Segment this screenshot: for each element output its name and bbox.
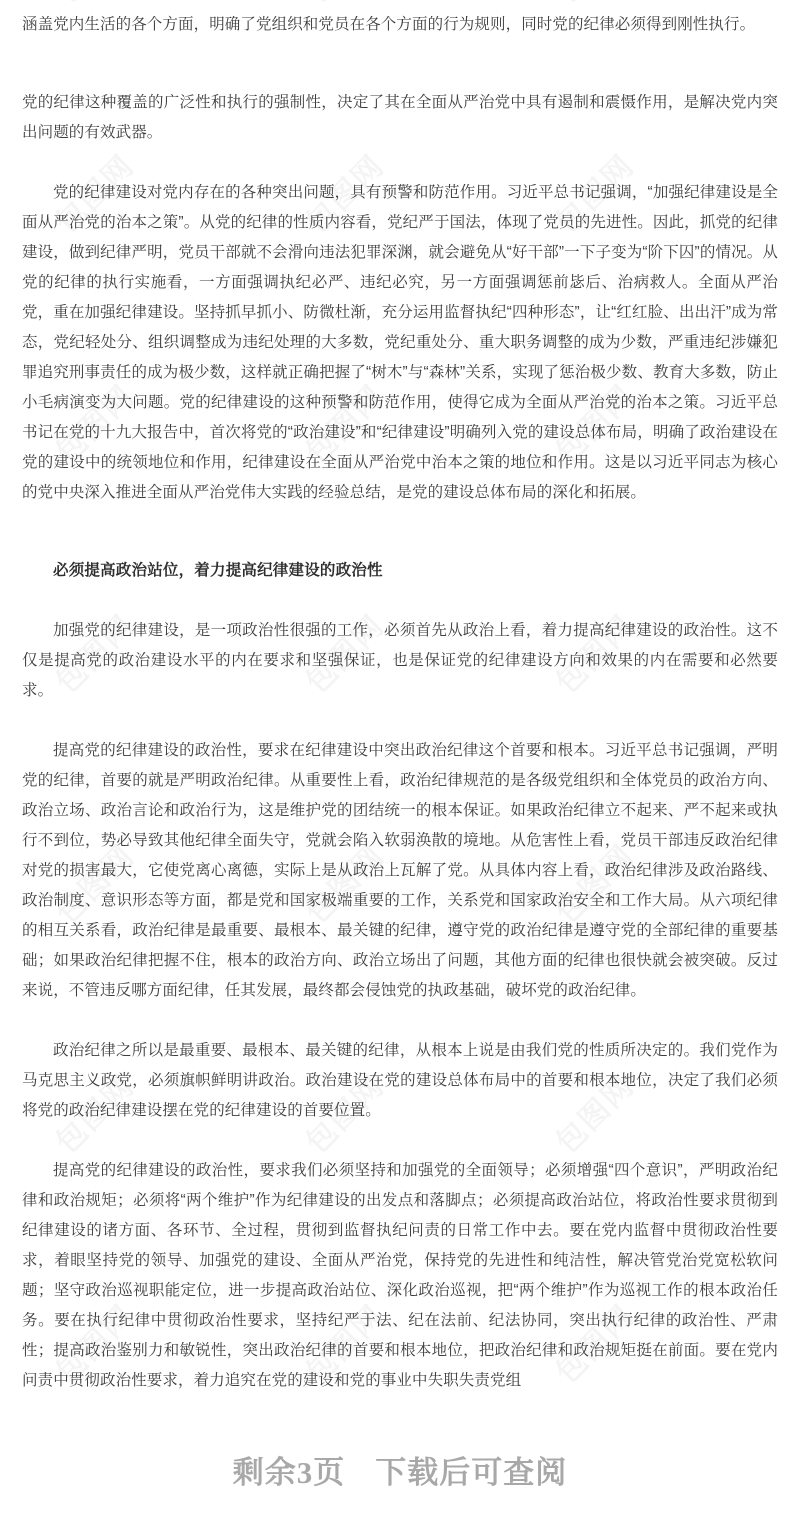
body-paragraph: 加强党的纪律建设，是一项政治性很强的工作，必须首先从政治上看，着力提高纪律建设的政治性。这不仅是提高党的政治建设水平的内在要求和坚强保证，也是保证党的纪律建设方向和效果的内在需要和必然要求。 bbox=[22, 622, 778, 699]
body-paragraph: 党的纪律建设对党内存在的各种突出问题，具有预警和防范作用。习近平总书记强调，“加强纪律建设是全面从严治党的治本之策”。从党的纪律的性质内容看，党纪严于国法，体现了党员的先进性。因此，抓党的纪律建设，做到纪律严明，党员干部就不会滑向违法犯罪深渊，就会避免从“好干部”一下子变为“阶下囚”的情况。从党的纪律的执行实施看，一方面强调执纪必严、违纪必究，另一方面强调惩前毖后、治病救人。全面从严治党，重在加强纪律建设。坚持抓早抓小、防微杜渐，充分运用监督执纪“四种形态”，让“红红脸、出出汗”成为常态，党纪轻处分、组织调整成为违纪处理的大多数，党纪重处分、重大职务调整的成为少数，严重违纪涉嫌犯罪追究刑事责任的成为极少数，这样就正确把握了“树木”与“森林”关系，实现了惩治极少数、教育大多数，防止小毛病演变为大问题。党的纪律建设的这种预警和防范作用，使得它成为全面从严治党的治本之策。习近平总书记在党的十九大报告中，首次将党的“政治建设”和“纪律建设”明确列入党的建设总体布局，明确了政治建设在党的建设中的统领地位和作用，纪律建设在全面从严治党中治本之策的地位和作用。这是以习近平同志为核心的党中央深入推进全面从严治党伟大实践的经验总结，是党的建设总体布局的深化和拓展。 bbox=[22, 184, 778, 501]
body-paragraph: 政治纪律之所以是最重要、最根本、最关键的纪律，从根本上说是由我们党的性质所决定的。我们党作为马克思主义政党，必须旗帜鲜明讲政治。政治建设在党的建设总体布局中的首要和根本地位，决定了我们必须将党的政治纪律建设摆在党的纪律建设的首要位置。 bbox=[22, 1042, 778, 1119]
body-paragraph: 涵盖党内生活的各个方面，明确了党组织和党员在各个方面的行为规则，同时党的纪律必须得到刚性执行。 bbox=[22, 16, 756, 33]
download-teaser-banner bbox=[0, 1447, 800, 1492]
watermark-text bbox=[794, 1523, 800, 1534]
watermark-text bbox=[44, 1523, 143, 1534]
watermark-text bbox=[294, 1523, 393, 1534]
body-paragraph: 提高党的纪律建设的政治性，要求在纪律建设中突出政治纪律这个首要和根本。习近平总书记强调，严明党的纪律，首要的就是严明政治纪律。从重要性上看，政治纪律规范的是各级党组织和全体党员的政治方向、政治立场、政治言论和政治行为，这是维护党的团结统一的根本保证。如果政治纪律立不起来、严不起来或执行不到位，势必导致其他纪律全面失守，党就会陷入软弱涣散的境地。从危害性上看，党员干部违反政治纪律对党的损害最大，它使党离心离德，实际上是从政治上瓦解了党。从具体内容上看，政治纪律涉及政治路线、政治制度、意识形态等方面，都是党和国家极端重要的工作，关系党和国家政治安全和工作大局。从六项纪律的相互关系看，政治纪律是最重要、最根本、最关键的纪律，遵守党的政治纪律是遵守党的全部纪律的重要基础；如果政治纪律把握不住，根本的政治方向、政治立场出了问题，其他方面的纪律也很快就会被突破。反过来说，不管违反哪方面纪律，任其发展，最终都会侵蚀党的执政基础，破坏党的政治纪律。 bbox=[22, 742, 778, 999]
download-hint-label: 下载后可查阅 bbox=[375, 1455, 568, 1490]
watermark-text bbox=[544, 1523, 643, 1534]
section-heading: 必须提高政治站位，着力提高纪律建设的政治性 bbox=[53, 562, 383, 579]
body-paragraph: 提高党的纪律建设的政治性，要求我们必须坚持和加强党的全面领导；必须增强“四个意识”，严明政治纪律和政治规矩；必须将“两个维护”作为纪律建设的出发点和落脚点；必须提高政治站位，将政治性要求贯彻到纪律建设的诸方面、各环节、全过程，贯彻到监督执纪问责的日常工作中去。要在党内监督中贯彻政治性要求，着眼坚持党的领导、加强党的建设、全面从严治党，保持党的先进性和纯洁性，解决管党治党宽松软问题；坚守政治巡视职能定位，进一步提高政治站位、深化政治巡视，把“两个维护”作为巡视工作的根本政治任务。要在执行纪律中贯彻政治性要求，坚持纪严于法、纪在法前、纪法协同，突出执行纪律的政治性、严肃性；提高政治鉴别力和敏锐性，突出政治纪律的首要和根本地位，把政治纪律和政治规矩挺在前面。要在党内问责中贯彻政治性要求，着力追究在党的建设和党的事业中失职失责党组 bbox=[22, 1162, 778, 1389]
body-paragraph: 党的纪律这种覆盖的广泛性和执行的强制性，决定了其在全面从严治党中具有遏制和震慑作用，是解决党内突出问题的有效武器。 bbox=[22, 94, 778, 141]
remaining-pages-label: 剩余3页 bbox=[232, 1455, 346, 1490]
